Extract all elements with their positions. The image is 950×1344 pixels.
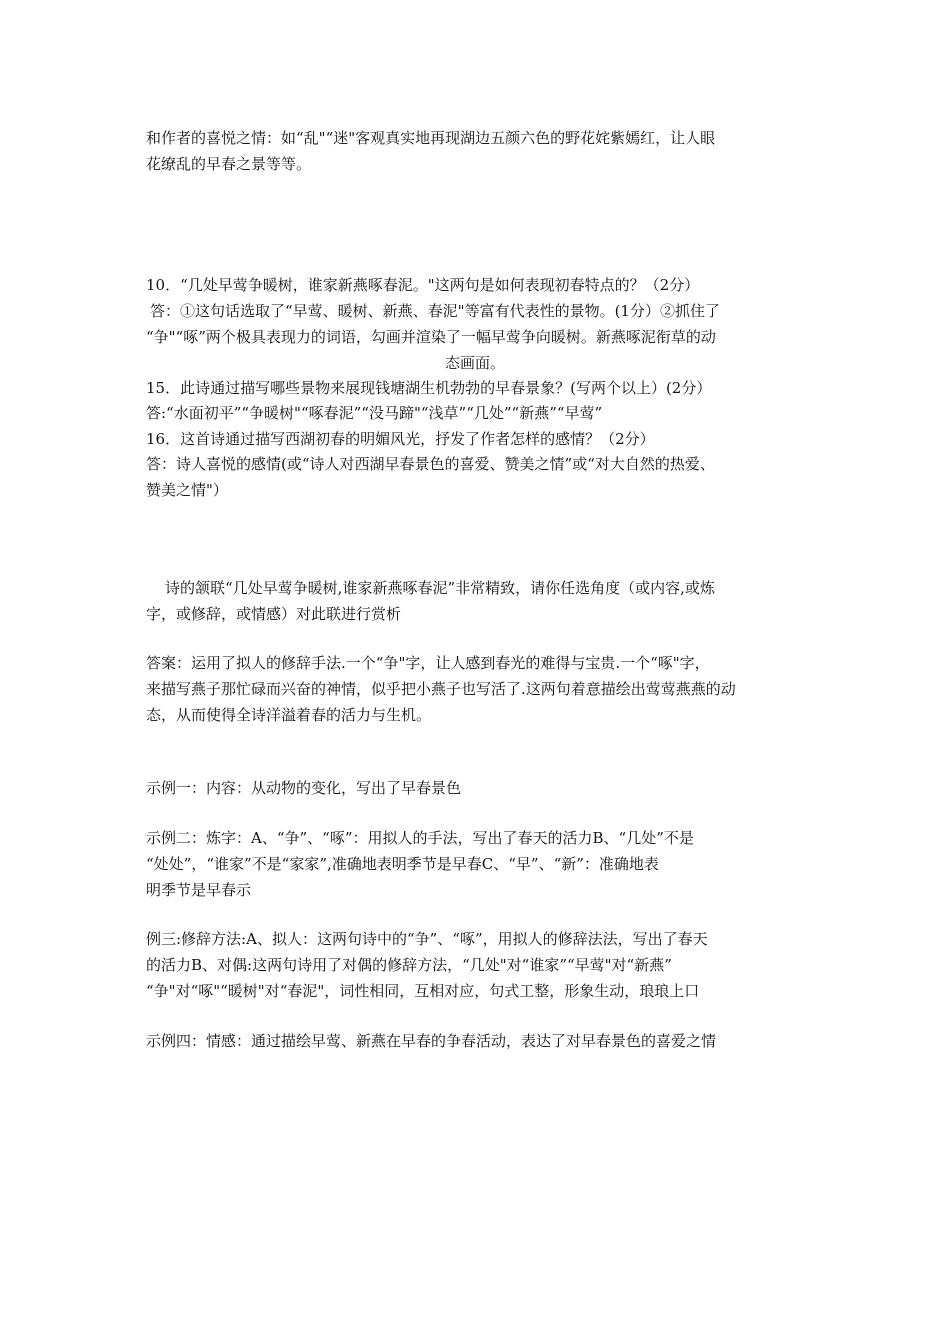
answer-line: “争"“啄”两个极具表现力的词语，勾画并渲染了一幅早莺争向暖树。新燕啄泥衔草的动 [146, 328, 716, 346]
example-2: “处处”，“谁家”不是“家家”,准确地表明季节是早春C、“早”、“新”：准确地表 [146, 855, 659, 873]
answer-paragraph: 来描写燕子那忙碌而兴奋的神情，似乎把小燕子也写活了.这两句着意描绘出莺莺燕燕的动 [146, 680, 736, 698]
answer-line: 答:“水面初平”“争暖树"“啄春泥”“没马蹄"“浅草”“几处”“新燕”“早莺” [146, 404, 603, 422]
answer-line: 答：①这句话选取了“早莺、暖树、新燕、春泥"等富有代表性的景物。(1分）②抓住了 [150, 302, 720, 320]
example-2: 示例二：炼字：A、“争”、“啄”：用拟人的手法，写出了春天的活力B、“几处”不是 [146, 829, 694, 847]
example-4: 示例四：情感：通过描绘早莺、新燕在早春的争春活动，表达了对早春景色的喜爱之情 [146, 1032, 717, 1050]
answer-paragraph: 态，从而使得全诗洋溢着春的活力与生机。 [146, 706, 432, 724]
example-3: 例三:修辞方法:A、拟人：这两句诗中的“争”、“啄”，用拟人的修辞法法，写出了春天 [146, 930, 708, 948]
example-1: 示例一：内容：从动物的变化，写出了早春景色 [146, 779, 462, 797]
question-couplet: 字，或修辞，或情感）对此联进行赏析 [146, 605, 402, 623]
text-line: 花缭乱的早春之景等等。 [146, 155, 312, 173]
answer-line: 态画面。 [444, 354, 505, 372]
answer-line: 答：诗人喜悦的感情(或“诗人对西湖早春景色的喜爱、赞美之情”或“对大自然的热爱、 [146, 455, 715, 473]
question-15: 15．此诗通过描写哪些景物来展现钱塘湖生机勃勃的早春景象？(写两个以上）(2分） [146, 379, 712, 397]
question-16: 16．这首诗通过描写西湖初春的明媚风光，抒发了作者怎样的感情？（2分） [146, 430, 655, 448]
example-3: 的活力B、对偶:这两句诗用了对偶的修辞方法，“几处"对“谁家”“早莺"对“新燕” [146, 956, 672, 974]
answer-paragraph: 答案：运用了拟人的修辞手法.一个“争"字，让人感到春光的难得与宝贵.一个“啄"字， [146, 654, 710, 672]
example-2: 明季节是早春示 [146, 881, 252, 899]
question-10: 10．“几处早莺争暖树，谁家新燕啄春泥。"这两句是如何表现初春特点的？（2分） [146, 276, 700, 294]
example-3: “争"对“啄"“暖树"对“春泥"，词性相同，互相对应，句式工整，形象生动，琅琅上口 [146, 982, 700, 1000]
question-couplet: 诗的颔联“几处早莺争暖树,谁家新燕啄春泥”非常精致，请你任选角度（或内容,或炼 [165, 579, 715, 597]
text-line: 和作者的喜悦之情：如“乱"“迷"客观真实地再现湖边五颜六色的野花姹紫嫣红，让人眼 [146, 129, 716, 147]
answer-line: 赞美之情"） [146, 481, 228, 499]
